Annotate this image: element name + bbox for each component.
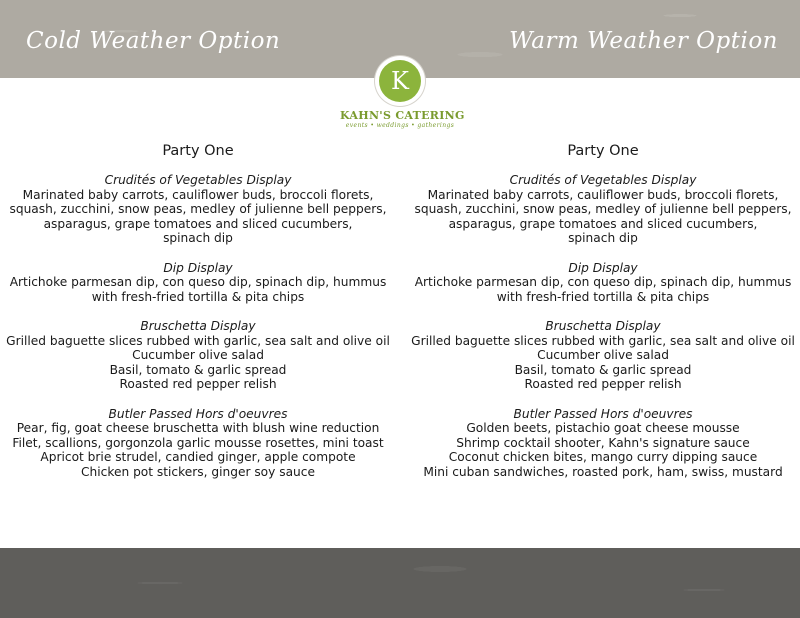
menu-line: Coconut chicken bites, mango curry dipping sauce xyxy=(448,450,758,465)
section-title: Butler Passed Hors d'oeuvres xyxy=(108,406,288,421)
brand-logo xyxy=(340,56,465,129)
menu-line: with fresh-fried tortilla & pita chips xyxy=(496,289,710,304)
menu-line: Roasted red pepper relish xyxy=(119,377,277,392)
menu-line: Marinated baby carrots, cauliflower buds, broccoli florets, xyxy=(22,187,374,202)
section-title: Bruschetta Display xyxy=(140,318,256,333)
menu-line: Grilled baguette slices rubbed with garlic, sea salt and olive oil xyxy=(6,333,390,348)
menu-section xyxy=(408,407,798,480)
section-title: Butler Passed Hors d'oeuvres xyxy=(513,406,693,421)
menu-line: Apricot brie strudel, candied ginger, apple compote xyxy=(40,450,356,465)
footer-band xyxy=(0,548,800,618)
menu-line: with fresh-fried tortilla & pita chips xyxy=(91,289,305,304)
party-title: Party One xyxy=(162,143,234,159)
menu-line: Pear, fig, goat cheese bruschetta with blush wine reduction xyxy=(16,421,380,436)
section-title: Crudités of Vegetables Display xyxy=(104,173,292,187)
section-title: Crudités of Vegetables Display xyxy=(509,173,697,187)
menu-line: Cucumber olive salad xyxy=(537,348,669,363)
warm-weather-heading: Warm Weather Option xyxy=(509,28,778,54)
menu-line: squash, zucchini, snow peas, medley of julienne bell peppers, xyxy=(9,202,387,217)
party-title: Party One xyxy=(567,143,639,159)
menu-line: Cucumber olive salad xyxy=(132,348,264,363)
menu-section xyxy=(3,319,393,392)
menu-line: asparagus, grape tomatoes and sliced cucumbers, xyxy=(448,216,758,231)
menu-line: Artichoke parmesan dip, con queso dip, spinach dip, hummus xyxy=(9,275,387,290)
menu-line: Basil, tomato & garlic spread xyxy=(514,362,692,377)
cold-weather-heading: Cold Weather Option xyxy=(26,28,281,54)
section-title: Dip Display xyxy=(163,260,233,275)
menu-line: Grilled baguette slices rubbed with garlic, sea salt and olive oil xyxy=(411,333,795,348)
menu-line: asparagus, grape tomatoes and sliced cucumbers, xyxy=(43,216,353,231)
brand-tagline: events • weddings • gatherings xyxy=(345,122,455,129)
logo-circle xyxy=(379,60,421,102)
menu-section xyxy=(408,173,798,246)
section-title: Dip Display xyxy=(568,260,638,275)
cold-weather-menu xyxy=(3,142,393,494)
menu-line: Filet, scallions, gorgonzola garlic mousse rosettes, mini toast xyxy=(12,435,384,450)
menu-section xyxy=(3,407,393,480)
menu-line: Golden beets, pistachio goat cheese mousse xyxy=(466,421,740,436)
menu-section xyxy=(408,319,798,392)
menu-line: Marinated baby carrots, cauliflower buds, broccoli florets, xyxy=(427,187,779,202)
warm-weather-menu xyxy=(408,142,798,494)
menu-line: Mini cuban sandwiches, roasted pork, ham, swiss, mustard xyxy=(423,464,783,479)
menu-section xyxy=(3,173,393,246)
menu-line: Shrimp cocktail shooter, Kahn's signature sauce xyxy=(456,435,750,450)
menu-line: spinach dip xyxy=(568,231,638,246)
menu-section xyxy=(3,261,393,305)
menu-line: Chicken pot stickers, ginger soy sauce xyxy=(81,464,315,479)
brand-name: KAHN'S CATERING xyxy=(340,109,465,122)
menu-line: spinach dip xyxy=(163,231,233,246)
menu-line: Basil, tomato & garlic spread xyxy=(109,362,287,377)
section-title: Bruschetta Display xyxy=(545,318,661,333)
logo-emblem xyxy=(375,56,425,106)
menu-section xyxy=(408,261,798,305)
logo-letter: K xyxy=(391,67,409,95)
menu-line: Artichoke parmesan dip, con queso dip, spinach dip, hummus xyxy=(414,275,792,290)
menu-line: Roasted red pepper relish xyxy=(524,377,682,392)
menu-line: squash, zucchini, snow peas, medley of julienne bell peppers, xyxy=(414,202,792,217)
